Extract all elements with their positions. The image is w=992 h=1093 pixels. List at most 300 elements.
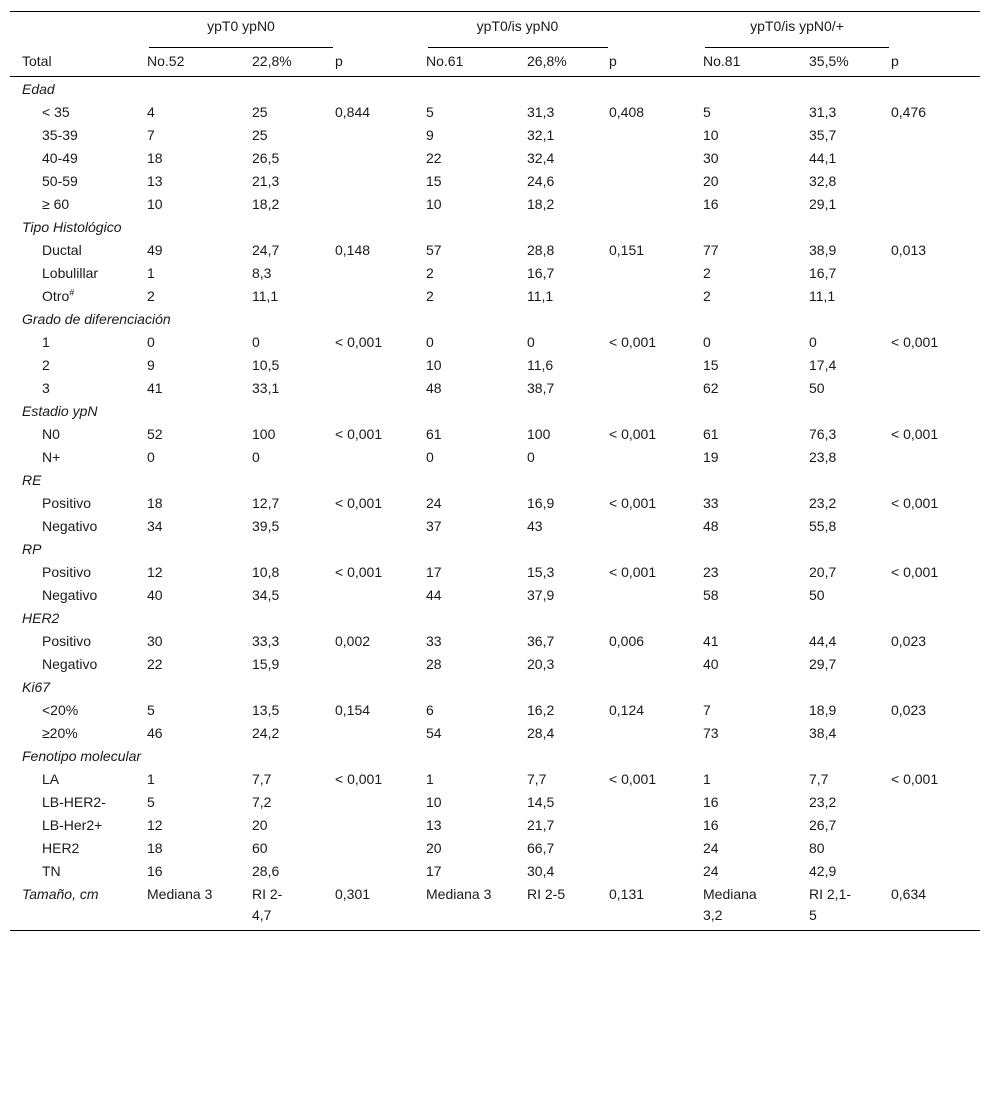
category-label: Tipo Histológico (22, 219, 122, 235)
cell-g3-no: 15 (703, 357, 719, 373)
category-row (10, 606, 980, 629)
cell-g1-no: 18 (147, 495, 163, 511)
cell-g3-pct: 29,7 (809, 656, 837, 672)
header-g2-no: No.61 (426, 49, 527, 77)
table-row (10, 629, 980, 652)
cell-g1-p (335, 836, 426, 859)
cell-g1-no: 12 (147, 564, 163, 580)
cell-g2-p (609, 583, 703, 606)
cell-g2-no: 44 (426, 587, 442, 603)
cell-g1-no: 5 (147, 794, 155, 810)
cell-g2-p (609, 146, 703, 169)
table-row (10, 583, 980, 606)
cell-g3-no: 62 (703, 380, 719, 396)
cell-g2-p: 0,408 (609, 104, 645, 120)
cell-g1-pct: 11,1 (252, 288, 279, 304)
cell-g1-no: 13 (147, 173, 163, 189)
cell-g1-no: 10 (147, 196, 163, 212)
cell-g1-pct: 25 (252, 127, 268, 143)
cell-g3-no: 2 (703, 288, 711, 304)
table-row (10, 514, 980, 537)
cell-g1-p: 0,148 (335, 242, 371, 258)
cell-g1-p: 0,154 (335, 702, 371, 718)
cell-g1-pct: 0 (252, 334, 260, 350)
header-g1-no: No.52 (147, 49, 252, 77)
cell-g1-no: 16 (147, 863, 163, 879)
cell-g1-pct: 26,5 (252, 150, 280, 166)
row-label-text: N0 (42, 426, 60, 442)
cell-g2-no: 48 (426, 380, 442, 396)
cell-g2-no: 0 (426, 449, 434, 465)
cell-g3-pct: 18,9 (809, 702, 837, 718)
table-row (10, 560, 980, 583)
group-header-3: ypT0/is ypN0/+ (703, 12, 891, 50)
cell-g1-pct: 0 (252, 449, 260, 465)
cell-g1-p (335, 146, 426, 169)
cell-g3-no: 40 (703, 656, 719, 672)
category-row (10, 675, 980, 698)
cell-g1-no: 52 (147, 426, 163, 442)
cell-g2-pct: 16,9 (527, 495, 555, 511)
cell-g3-p (891, 169, 980, 192)
cell-g2-no: 6 (426, 702, 434, 718)
row-label (10, 583, 147, 606)
cell-g3-pct: 20,7 (809, 564, 837, 580)
table-row (10, 353, 980, 376)
cell-g3-p (891, 721, 980, 744)
category-label: HER2 (22, 610, 60, 626)
cell-g1-no: 18 (147, 150, 163, 166)
header-g1-pct: 22,8% (252, 49, 335, 77)
cell-g1-pct: 24,2 (252, 725, 280, 741)
cell-g3-no: 16 (703, 794, 719, 810)
cell-g3-p: < 0,001 (891, 495, 939, 511)
cell-g1-p (335, 353, 426, 376)
cell-g3-pct: 11,1 (809, 288, 836, 304)
table-row (10, 491, 980, 514)
cell-g3-pct: 38,4 (809, 725, 837, 741)
row-label-text: 2 (42, 357, 50, 373)
table-row (10, 192, 980, 215)
cell-g2-pct: 24,6 (527, 173, 555, 189)
cell-g2-no: 10 (426, 196, 442, 212)
table-row (10, 169, 980, 192)
cell-g2-pct: 28,8 (527, 242, 555, 258)
cell-g2-pct: 28,4 (527, 725, 555, 741)
cell-g1-pct: 12,7 (252, 495, 280, 511)
cell-g1-pct: 39,5 (252, 518, 280, 534)
cell-g3-no: 7 (703, 702, 711, 718)
cell-g1-no: 5 (147, 702, 155, 718)
cell-g3-no: 23 (703, 564, 719, 580)
cell-g1-no: Mediana 3 (147, 882, 252, 931)
header-g3-no: No.81 (703, 49, 809, 77)
row-label-text: Negativo (42, 656, 98, 672)
cell-g1-pct: 7,2 (252, 794, 272, 810)
cell-g3-p: 0,023 (891, 633, 927, 649)
cell-g1-pct: 13,5 (252, 702, 280, 718)
cell-g2-pct: 14,5 (527, 794, 555, 810)
cell-g1-p: < 0,001 (335, 495, 383, 511)
cell-g3-no: 61 (703, 426, 719, 442)
cell-g1-pct: 10,8 (252, 564, 280, 580)
cell-g3-p (891, 790, 980, 813)
cell-g3-pct: 26,7 (809, 817, 837, 833)
cell-g2-no: 28 (426, 656, 442, 672)
cell-g2-no: 20 (426, 840, 442, 856)
category-row (10, 744, 980, 767)
cell-g3-no: 1 (703, 771, 711, 787)
row-label (10, 192, 147, 215)
cell-g2-p (609, 721, 703, 744)
cell-g2-no: 13 (426, 817, 442, 833)
cell-g2-pct: 36,7 (527, 633, 555, 649)
cell-g2-p (609, 652, 703, 675)
cell-g2-p (609, 376, 703, 399)
cell-g1-p (335, 284, 426, 307)
cell-g2-no: 57 (426, 242, 442, 258)
cell-g3-p (891, 859, 980, 882)
cell-g1-no: 0 (147, 449, 155, 465)
cell-g3-pct: 32,8 (809, 173, 837, 189)
table-row (10, 813, 980, 836)
table-body (10, 77, 980, 931)
cell-g2-no: 10 (426, 357, 442, 373)
cell-g1-pct: 7,7 (252, 771, 272, 787)
cell-g2-p: < 0,001 (609, 334, 657, 350)
table-row (10, 882, 980, 931)
cell-g1-p (335, 583, 426, 606)
cell-g3-no: 16 (703, 817, 719, 833)
cell-g2-no: 33 (426, 633, 442, 649)
table-row (10, 146, 980, 169)
cell-g3-p (891, 813, 980, 836)
cell-g1-p: < 0,001 (335, 426, 383, 442)
cell-g2-p (609, 859, 703, 882)
table-row (10, 123, 980, 146)
cell-g2-pct: 37,9 (527, 587, 555, 603)
cell-g1-pct: 28,6 (252, 863, 280, 879)
cell-g2-p (609, 353, 703, 376)
row-label-text: HER2 (42, 840, 80, 856)
cell-g1-no: 40 (147, 587, 163, 603)
row-label-text: Positivo (42, 633, 92, 649)
row-label (10, 261, 147, 284)
cell-g1-pct: 100 (252, 426, 276, 442)
table-row (10, 330, 980, 353)
cell-g3-no: 30 (703, 150, 719, 166)
cell-g3-p (891, 652, 980, 675)
table-row (10, 721, 980, 744)
cell-g2-pct: 0 (527, 449, 535, 465)
row-label (10, 629, 147, 652)
cell-g1-no: 4 (147, 104, 155, 120)
cell-g3-pct: 44,1 (809, 150, 837, 166)
cell-g2-pct: 38,7 (527, 380, 555, 396)
cell-g2-p (609, 123, 703, 146)
cell-g2-no: 2 (426, 288, 434, 304)
cell-g2-pct: 7,7 (527, 771, 547, 787)
table-row (10, 422, 980, 445)
cell-g3-pct: 55,8 (809, 518, 837, 534)
cell-g2-p: < 0,001 (609, 771, 657, 787)
row-label-text: TN (42, 863, 61, 879)
category-label: Fenotipo molecular (22, 748, 142, 764)
cell-g3-pct: 23,2 (809, 794, 837, 810)
cell-g1-p (335, 169, 426, 192)
cell-g1-p: 0,002 (335, 633, 371, 649)
cell-g1-p (335, 859, 426, 882)
cell-g3-p (891, 284, 980, 307)
cell-g3-pct: 0 (809, 334, 817, 350)
row-label-text: 50-59 (42, 173, 78, 189)
cell-g1-p (335, 652, 426, 675)
cell-g1-p: 0,844 (335, 104, 371, 120)
category-label: Edad (22, 81, 55, 97)
cell-g2-pct: 11,1 (527, 288, 554, 304)
cell-g1-pct: 33,3 (252, 633, 280, 649)
cell-g3-pct: 76,3 (809, 426, 837, 442)
cell-g3-no: 10 (703, 127, 719, 143)
header-g1-p: p (335, 49, 426, 77)
row-label-text: Positivo (42, 564, 92, 580)
cell-g3-p: 0,023 (891, 702, 927, 718)
table-row (10, 376, 980, 399)
category-row (10, 468, 980, 491)
cell-g2-p (609, 836, 703, 859)
cell-g2-pct: 0 (527, 334, 535, 350)
cell-g1-p (335, 376, 426, 399)
row-label-text: Positivo (42, 495, 92, 511)
cell-g2-pct: 20,3 (527, 656, 555, 672)
row-label-text: N+ (42, 449, 61, 465)
table-row (10, 698, 980, 721)
cell-g1-pct: RI 2-4,7 (252, 882, 335, 931)
cell-g1-pct: 60 (252, 840, 268, 856)
cell-g3-p (891, 583, 980, 606)
cell-g2-p (609, 514, 703, 537)
cell-g2-no: 1 (426, 771, 434, 787)
table-row (10, 445, 980, 468)
group-header-1: ypT0 ypN0 (147, 12, 335, 50)
cell-g3-pct: 80 (809, 840, 825, 856)
cell-g1-pct: 34,5 (252, 587, 280, 603)
cell-g1-no: 41 (147, 380, 163, 396)
cell-g2-no: 15 (426, 173, 442, 189)
cell-g3-pct: 17,4 (809, 357, 837, 373)
cell-g2-no: 10 (426, 794, 442, 810)
cell-g3-no: 2 (703, 265, 711, 281)
row-label (10, 422, 147, 445)
column-header-row (10, 49, 980, 77)
table-row (10, 100, 980, 123)
cell-g2-no: 0 (426, 334, 434, 350)
cell-g1-p (335, 261, 426, 284)
row-label (10, 721, 147, 744)
cell-g1-no: 49 (147, 242, 163, 258)
cell-g2-pct: RI 2-5 (527, 882, 609, 931)
cell-g2-no: 54 (426, 725, 442, 741)
cell-g2-pct: 66,7 (527, 840, 555, 856)
cell-g3-p: < 0,001 (891, 334, 939, 350)
cell-g3-pct: 35,7 (809, 127, 837, 143)
row-label (10, 652, 147, 675)
cell-g1-pct: 8,3 (252, 265, 272, 281)
cell-g3-pct: 42,9 (809, 863, 837, 879)
cell-g2-p (609, 445, 703, 468)
cell-g1-no: 2 (147, 288, 155, 304)
cell-g2-pct: 21,7 (527, 817, 555, 833)
cell-g2-no: 24 (426, 495, 442, 511)
row-label-text: ≥20% (42, 725, 78, 741)
row-label (10, 859, 147, 882)
cell-g3-p (891, 514, 980, 537)
cell-g2-p: 0,124 (609, 702, 645, 718)
cell-g3-no: 41 (703, 633, 719, 649)
row-label-text: Negativo (42, 587, 98, 603)
row-label-text: < 35 (42, 104, 70, 120)
cell-g1-p (335, 790, 426, 813)
cell-g3-pct: 38,9 (809, 242, 837, 258)
cell-g1-p: 0,301 (335, 882, 426, 931)
header-g3-pct: 35,5% (809, 49, 891, 77)
cell-g3-pct: RI 2,1-5 (809, 882, 891, 931)
row-label-text: ≥ 60 (42, 196, 70, 212)
cell-g3-p (891, 192, 980, 215)
cell-g3-pct: 29,1 (809, 196, 837, 212)
cell-g2-p: < 0,001 (609, 495, 657, 511)
cell-g1-p: < 0,001 (335, 564, 383, 580)
cell-g3-no: 33 (703, 495, 719, 511)
cell-g3-no: 5 (703, 104, 711, 120)
cell-g2-no: 61 (426, 426, 442, 442)
row-label (10, 169, 147, 192)
footnote-marker: # (69, 287, 75, 298)
cell-g1-no: 1 (147, 771, 155, 787)
row-label (10, 491, 147, 514)
cell-g1-no: 18 (147, 840, 163, 856)
row-label (10, 698, 147, 721)
cell-g2-p: 0,006 (609, 633, 645, 649)
cell-g3-no: Mediana 3,2 (703, 882, 809, 931)
cell-g3-no: 58 (703, 587, 719, 603)
cell-g2-p (609, 261, 703, 284)
row-label (10, 146, 147, 169)
cell-g2-p (609, 813, 703, 836)
table-row (10, 261, 980, 284)
category-row (10, 215, 980, 238)
cell-g3-pct: 50 (809, 380, 825, 396)
category-label: RE (22, 472, 42, 488)
cell-g1-p (335, 192, 426, 215)
cell-g1-no: 34 (147, 518, 163, 534)
cell-g3-p: 0,013 (891, 242, 927, 258)
row-label (10, 445, 147, 468)
cell-g1-pct: 18,2 (252, 196, 280, 212)
row-label (10, 514, 147, 537)
results-table-container (10, 11, 980, 931)
row-label-text: <20% (42, 702, 79, 718)
cell-g3-p (891, 123, 980, 146)
cell-g3-p (891, 376, 980, 399)
cell-g2-no: 17 (426, 863, 442, 879)
cell-g3-no: 20 (703, 173, 719, 189)
cell-g3-pct: 7,7 (809, 771, 829, 787)
cell-g3-p: 0,634 (891, 882, 980, 931)
cell-g3-pct: 50 (809, 587, 825, 603)
cell-g3-p: < 0,001 (891, 426, 939, 442)
cell-g1-no: 46 (147, 725, 163, 741)
row-label (10, 330, 147, 353)
row-label-text: 35-39 (42, 127, 78, 143)
category-row (10, 307, 980, 330)
table-row (10, 790, 980, 813)
row-label-text: LB-Her2+ (42, 817, 103, 833)
category-label: Ki67 (22, 679, 51, 695)
cell-g2-pct: 43 (527, 518, 543, 534)
row-label (10, 560, 147, 583)
cell-g2-p: 0,131 (609, 882, 703, 931)
cell-g1-no: 7 (147, 127, 155, 143)
category-row (10, 77, 980, 101)
cell-g3-p: < 0,001 (891, 564, 939, 580)
cell-g3-p (891, 146, 980, 169)
cell-g1-pct: 20 (252, 817, 268, 833)
row-label (10, 767, 147, 790)
cell-g3-pct: 23,8 (809, 449, 837, 465)
row-label-text: 40-49 (42, 150, 78, 166)
cell-g1-p (335, 721, 426, 744)
cell-g3-no: 48 (703, 518, 719, 534)
cell-g2-p (609, 192, 703, 215)
header-total: Total (10, 49, 147, 77)
cell-g1-no: 9 (147, 357, 155, 373)
cell-g2-p (609, 790, 703, 813)
cell-g2-no: 22 (426, 150, 442, 166)
cell-g1-p (335, 813, 426, 836)
cell-g3-p (891, 261, 980, 284)
category-label: RP (22, 541, 42, 557)
cell-g3-no: 77 (703, 242, 719, 258)
row-label-text: Lobulillar (42, 265, 99, 281)
row-label (10, 353, 147, 376)
cell-g2-no: 5 (426, 104, 434, 120)
header-g2-p: p (609, 49, 703, 77)
cell-g1-p: < 0,001 (335, 771, 383, 787)
cell-g3-no: 24 (703, 840, 719, 856)
header-g2-pct: 26,8% (527, 49, 609, 77)
row-label (10, 123, 147, 146)
row-label-text: Tamaño, cm (22, 886, 99, 902)
row-label (10, 376, 147, 399)
row-label-text: 1 (42, 334, 50, 350)
cell-g3-p (891, 445, 980, 468)
cell-g2-p (609, 169, 703, 192)
table-row (10, 652, 980, 675)
cell-g2-pct: 32,4 (527, 150, 555, 166)
row-label (10, 813, 147, 836)
cell-g2-pct: 16,2 (527, 702, 555, 718)
cell-g3-pct: 16,7 (809, 265, 837, 281)
row-label-text: LA (42, 771, 60, 787)
row-label-text: Negativo (42, 518, 98, 534)
cell-g2-no: 9 (426, 127, 434, 143)
cell-g3-no: 19 (703, 449, 719, 465)
cell-g1-p (335, 445, 426, 468)
cell-g2-pct: 100 (527, 426, 551, 442)
table-row (10, 284, 980, 307)
cell-g2-p: < 0,001 (609, 426, 657, 442)
